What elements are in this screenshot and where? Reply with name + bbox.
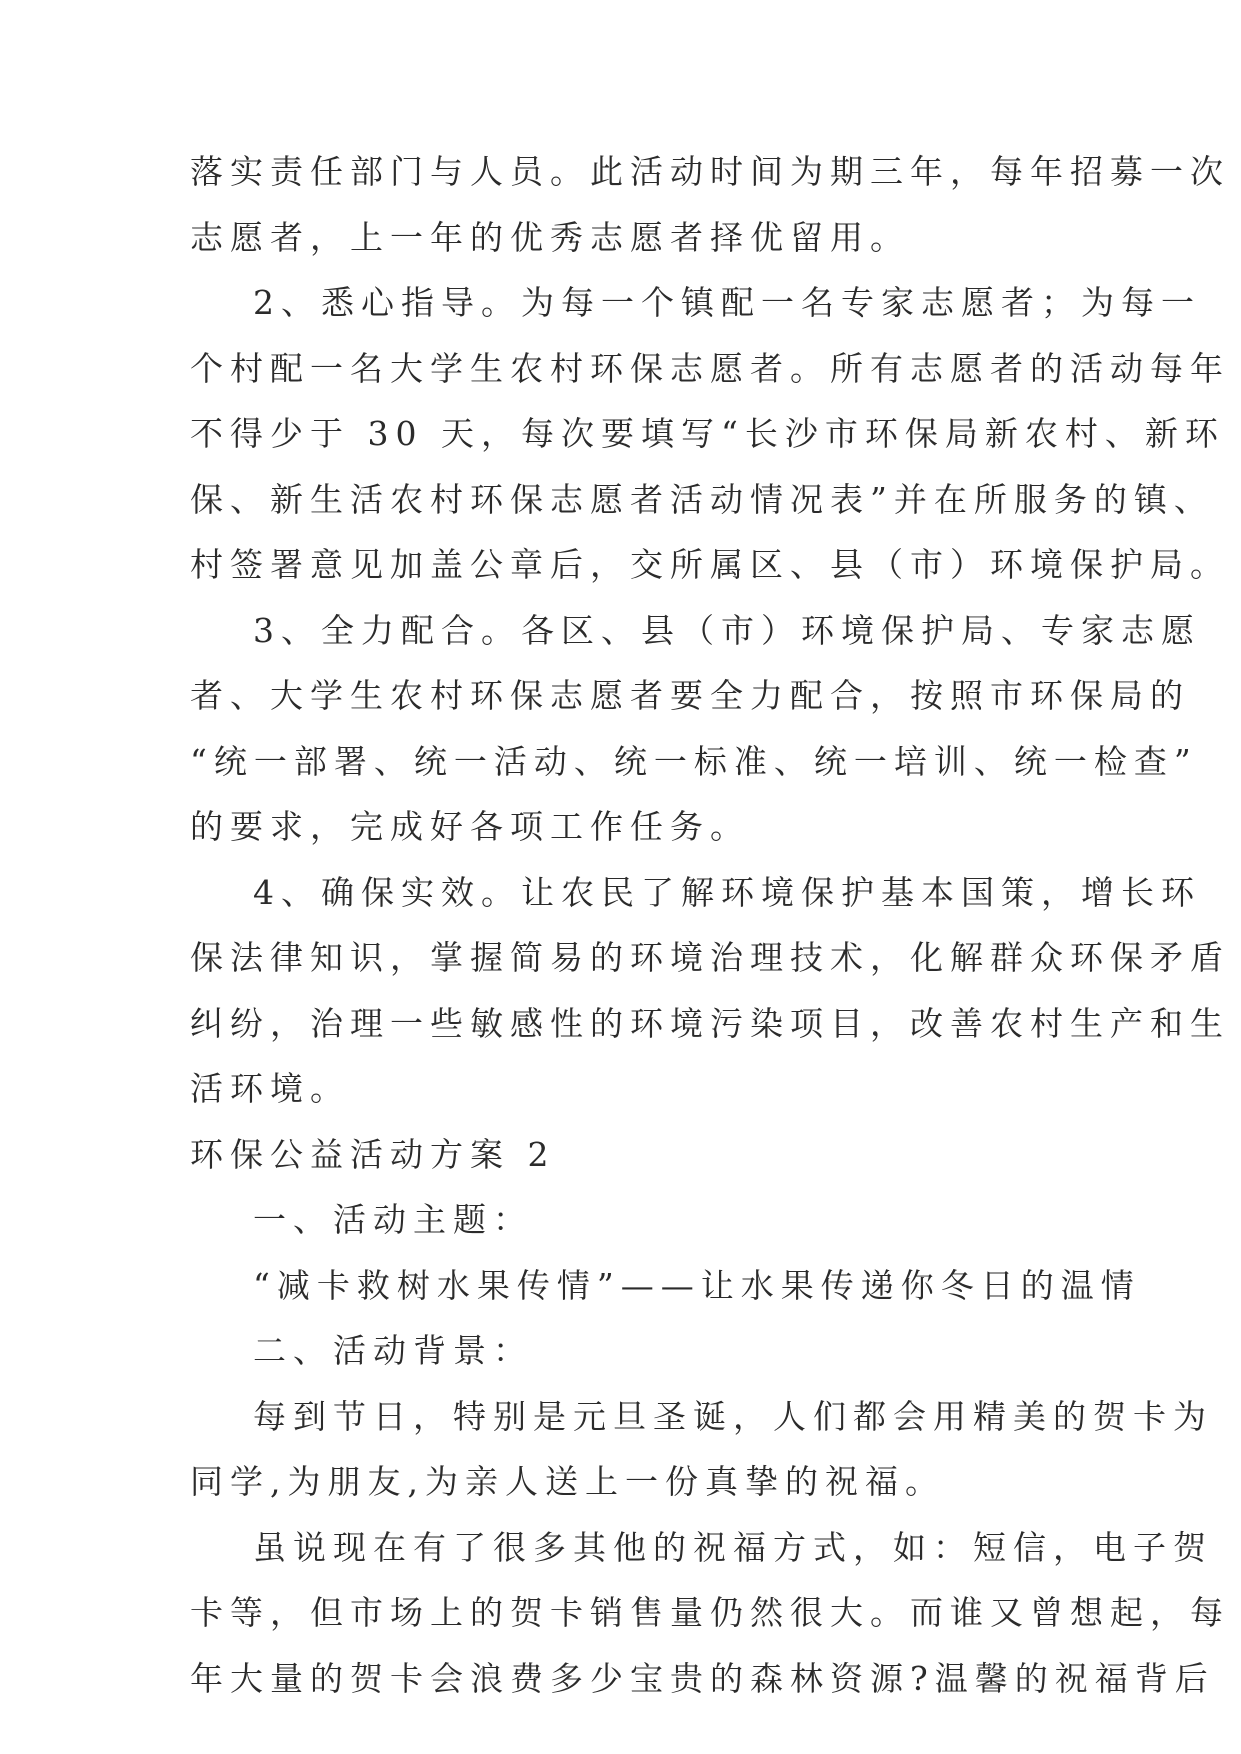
text-line: 的要求，完成好各项工作任务。 — [190, 807, 750, 846]
text-line: 活环境。 — [190, 1069, 350, 1108]
text-line: 个村配一名大学生农村环保志愿者。所有志愿者的活动每年 — [190, 349, 1230, 388]
text-line: 保、新生活农村环保志愿者活动情况表”并在所服务的镇、 — [190, 480, 1214, 519]
text-line: 纠纷，治理一些敏感性的环境污染项目，改善农村生产和生 — [190, 1004, 1230, 1043]
text-line: 二、活动背景： — [253, 1331, 533, 1370]
text-line: 保法律知识，掌握简易的环境治理技术，化解群众环保矛盾 — [190, 938, 1230, 977]
text-line: 村签署意见加盖公章后，交所属区、县（市）环境保护局。 — [190, 545, 1230, 584]
text-line: “减卡救树水果传情”——让水果传递你冬日的温情 — [253, 1266, 1141, 1305]
text-line: 同学,为朋友,为亲人送上一份真挚的祝福。 — [190, 1462, 945, 1501]
text-line: 3、全力配合。各区、县（市）环境保护局、专家志愿 — [253, 611, 1201, 650]
text-line: 卡等，但市场上的贺卡销售量仍然很大。而谁又曾想起，每 — [190, 1593, 1230, 1632]
text-line: 4、确保实效。让农民了解环境保护基本国策，增长环 — [253, 873, 1201, 912]
text-line: 不得少于 30 天，每次要填写“长沙市环保局新农村、新环 — [190, 414, 1225, 453]
text-line: 每到节日，特别是元旦圣诞，人们都会用精美的贺卡为 — [253, 1397, 1213, 1436]
text-line: 一、活动主题： — [253, 1200, 533, 1239]
text-line: 年大量的贺卡会浪费多少宝贵的森林资源?温馨的祝福背后 — [190, 1659, 1215, 1698]
text-line: 者、大学生农村环保志愿者要全力配合，按照市环保局的 — [190, 676, 1190, 715]
section-heading: 环保公益活动方案 2 — [190, 1135, 556, 1174]
text-line: 落实责任部门与人员。此活动时间为期三年，每年招募一次 — [190, 152, 1230, 191]
text-line: 虽说现在有了很多其他的祝福方式，如：短信，电子贺 — [253, 1528, 1213, 1567]
text-line: 2、悉心指导。为每一个镇配一名专家志愿者；为每一 — [253, 283, 1201, 322]
text-line: 志愿者，上一年的优秀志愿者择优留用。 — [190, 218, 910, 257]
text-line: “统一部署、统一活动、统一标准、统一培训、统一检查” — [190, 742, 1198, 781]
